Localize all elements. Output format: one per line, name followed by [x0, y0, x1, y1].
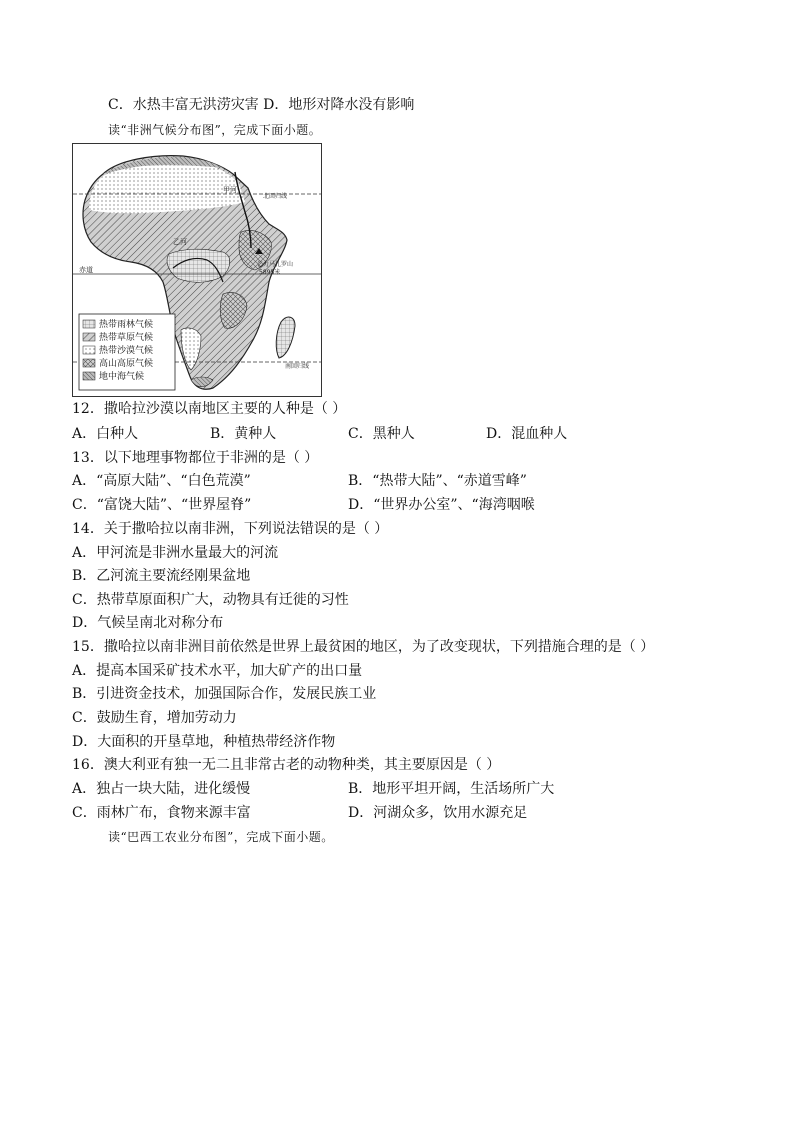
q13-option-a: A．“高原大陆”、“白色荒漠” — [72, 473, 251, 489]
q12-option-b: B．黄种人 — [210, 426, 277, 442]
q15-option-a: A．提高本国采矿技术水平，加大矿产的出口量 — [72, 663, 363, 679]
question-15-stem: 15．撒哈拉以南非洲目前依然是世界上最贫困的地区，为了改变现状，下列措施合理的是（ ） — [72, 639, 655, 655]
legend-savanna: 热带草原气候 — [99, 333, 154, 343]
label-tropic-south: 南回归线 — [285, 363, 310, 370]
q15-option-b: B．引进资金技术，加强国际合作，发展民族工业 — [72, 686, 377, 702]
q14-option-a: A．甲河流是非洲水量最大的河流 — [72, 545, 279, 561]
q16-option-a: A．独占一块大陆，进化缓慢 — [72, 781, 251, 797]
label-jia-river: 甲河 — [223, 186, 237, 194]
brazil-map-caption: 读“巴西工农业分布图”，完成下面小题。 — [108, 830, 334, 844]
q16-option-b: B．地形平坦开阔，生活场所广大 — [348, 781, 555, 797]
question-14-stem: 14．关于撒哈拉以南非洲，下列说法错误的是（ ） — [72, 521, 389, 537]
legend-mediterranean: 地中海气候 — [99, 372, 145, 382]
q14-option-c: C．热带草原面积广大，动物具有迁徙的习性 — [72, 592, 349, 608]
map-legend — [79, 314, 175, 390]
q16-option-c: C．雨林广布，食物来源丰富 — [72, 805, 251, 821]
q15-option-c: C．鼓励生育，增加劳动力 — [72, 710, 237, 726]
q16-option-d: D．河湖众多，饮用水源充足 — [348, 805, 528, 821]
q13-option-c: C．“富饶大陆”、“世界屋脊” — [72, 497, 252, 513]
madagascar — [276, 317, 295, 358]
question-16-stem: 16．澳大利亚有独一无二且非常古老的动物种类，其主要原因是（ ） — [72, 757, 501, 773]
q15-option-d: D．大面积的开垦草地，种植热带经济作物 — [72, 734, 336, 750]
q12-option-a: A．白种人 — [72, 426, 139, 442]
q13-option-d: D．“世界办公室”、“海湾咽喉 — [348, 497, 535, 513]
map-caption: 读“非洲气候分布图”，完成下面小题。 — [108, 123, 322, 137]
legend-desert: 热带沙漠气候 — [99, 346, 154, 356]
q13-option-b: B．“热带大陆”、“赤道雪峰” — [348, 473, 527, 489]
label-tropic-north: 北回归线 — [263, 193, 288, 200]
africa-climate-map — [72, 143, 322, 397]
label-mountain: 乞力马扎罗山 — [257, 261, 294, 268]
q14-option-b: B．乙河流主要流经刚果盆地 — [72, 568, 251, 584]
label-yi-river: 乙河 — [173, 238, 187, 246]
option-line-cd: C．水热丰富无洪涝灾害 D．地形对降水没有影响 — [108, 97, 415, 113]
legend-rainforest: 热带雨林气候 — [99, 320, 154, 330]
q14-option-d: D．气候呈南北对称分布 — [72, 615, 224, 631]
question-13-stem: 13．以下地理事物都位于非洲的是（ ） — [72, 450, 319, 466]
q12-option-c: C．黑种人 — [348, 426, 415, 442]
question-12-stem: 12．撒哈拉沙漠以南地区主要的人种是（ ） — [72, 401, 347, 417]
label-equator: 赤道 — [79, 266, 93, 274]
legend-highland: 高山高原气候 — [99, 359, 154, 369]
label-elevation: 5895米 — [259, 269, 281, 276]
africa-climate-map-svg — [73, 144, 321, 396]
q12-option-d: D．混血种人 — [486, 426, 568, 442]
